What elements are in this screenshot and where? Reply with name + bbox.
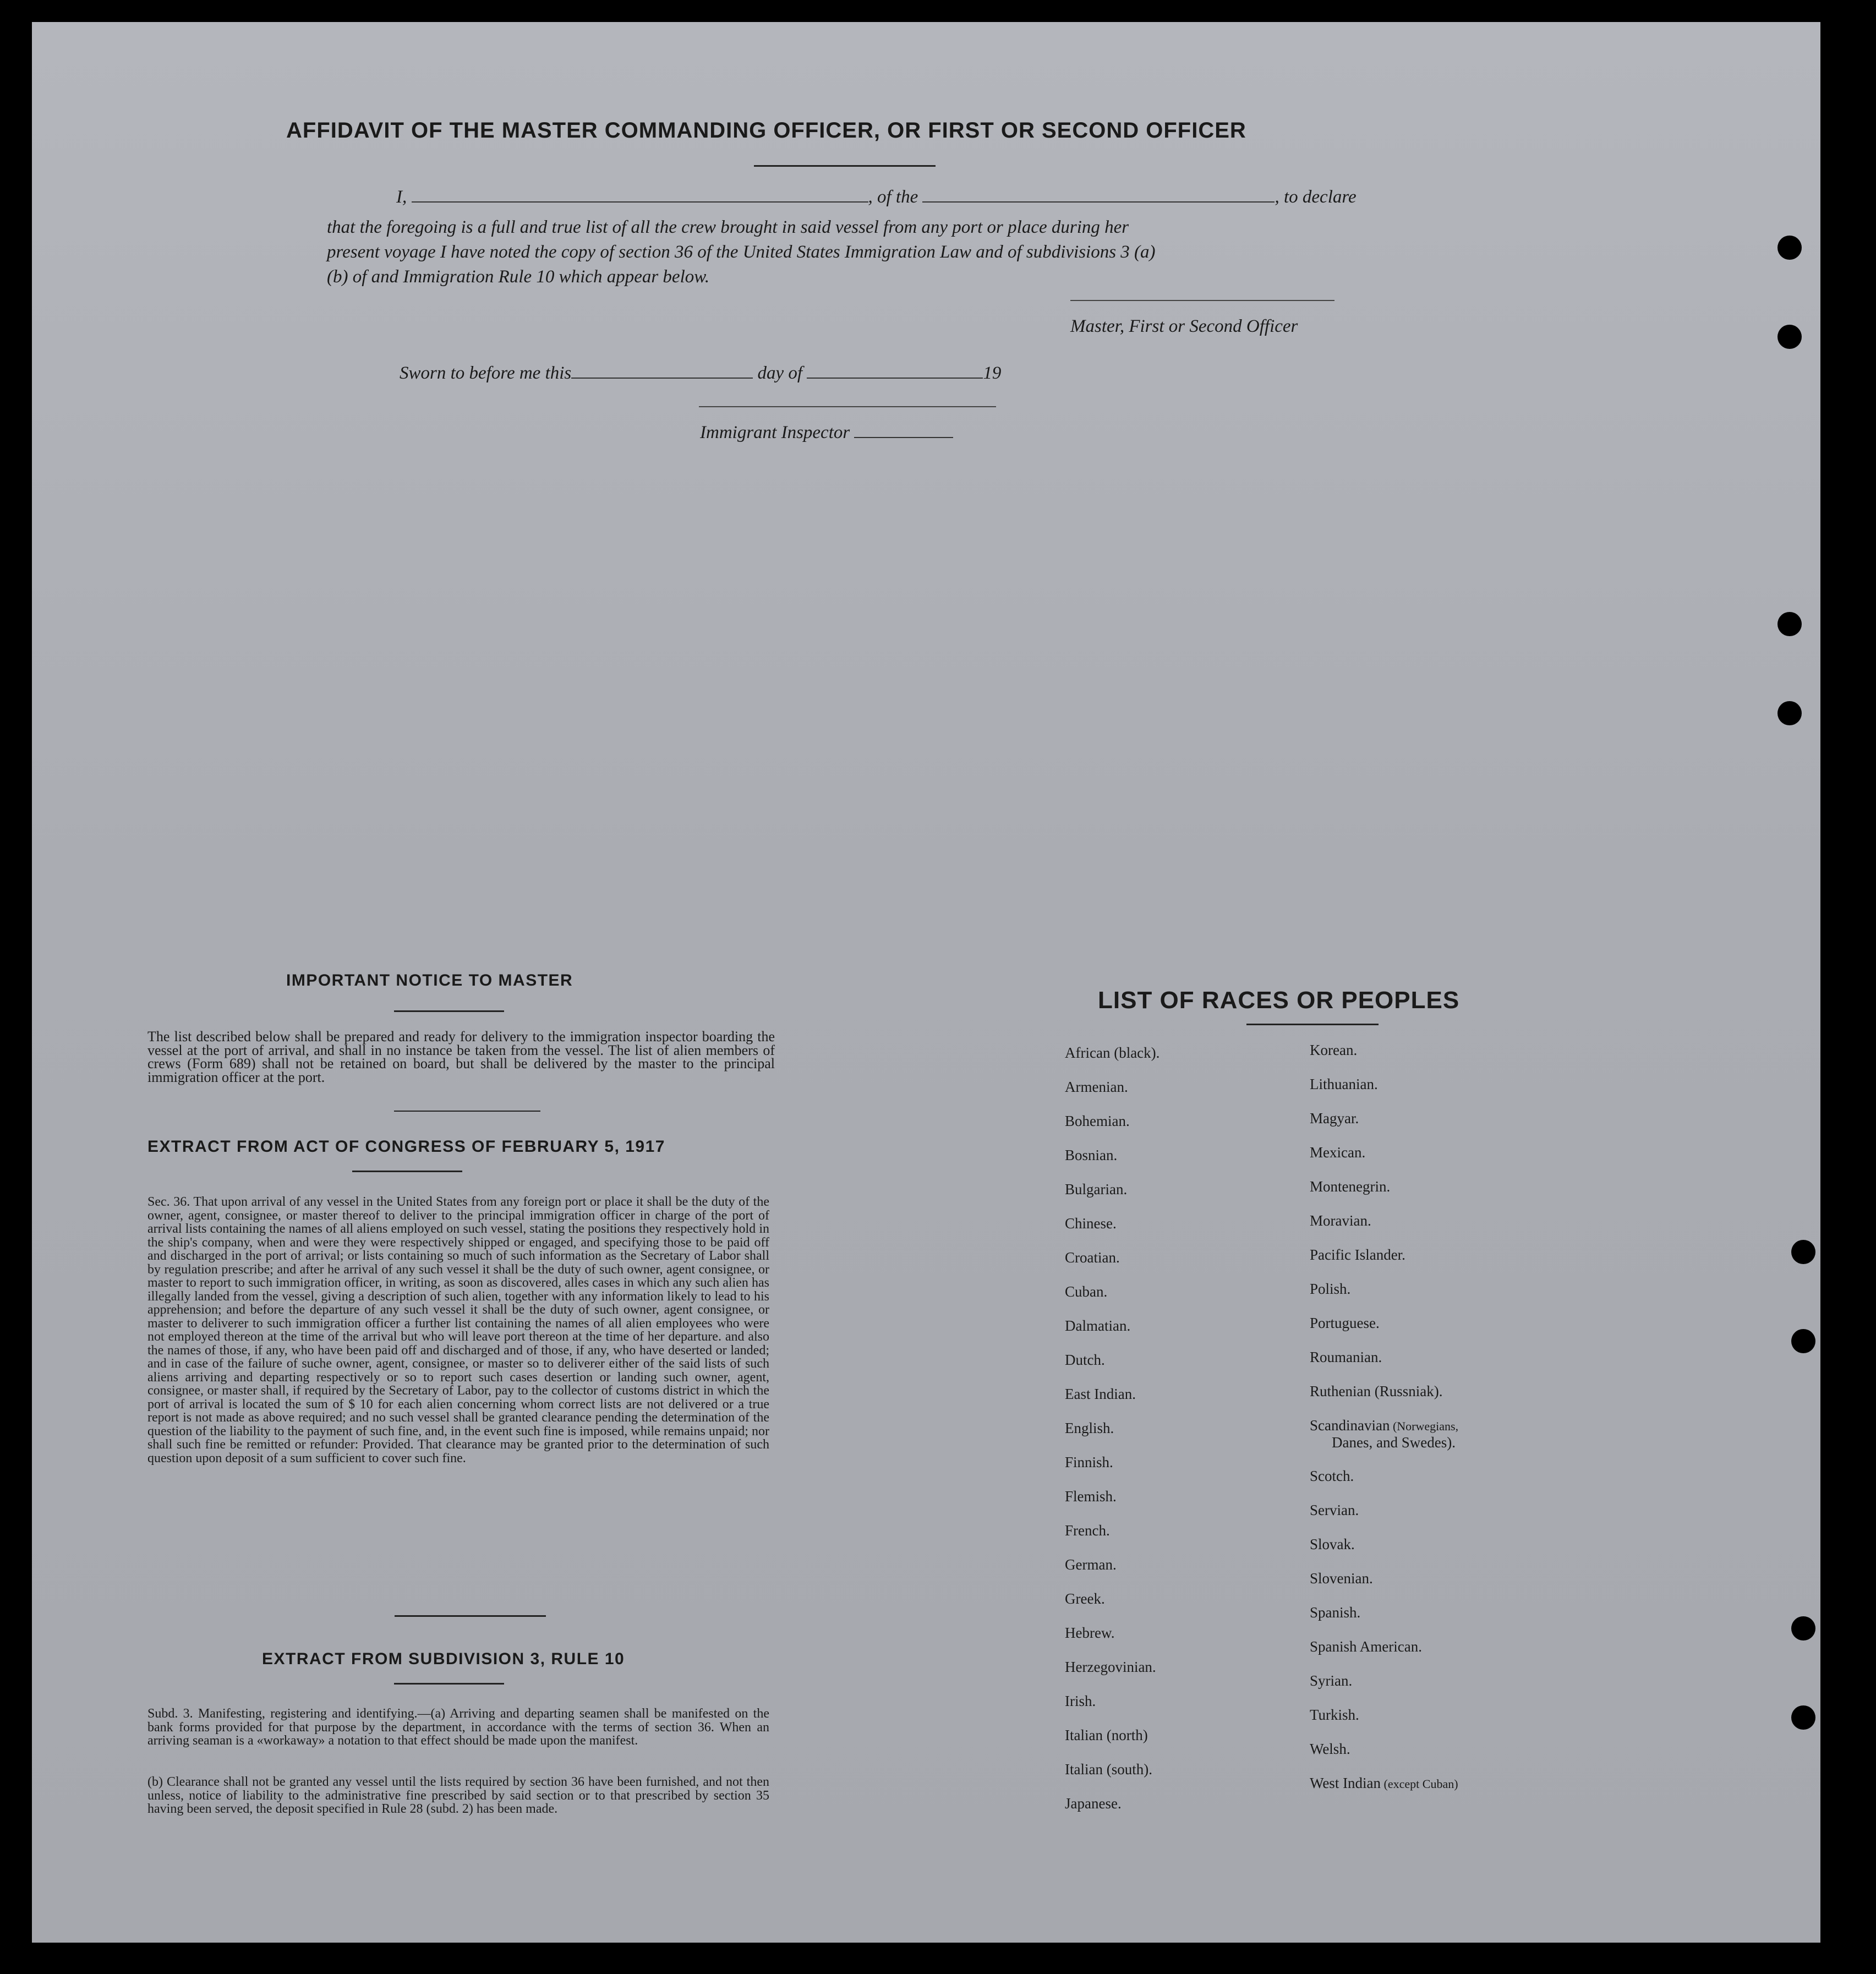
inspector-blank-field[interactable] — [854, 437, 953, 438]
scandinavian-note-cont: Danes, and Swedes). — [1332, 1434, 1456, 1451]
race-item: Bulgarian. — [1065, 1181, 1128, 1197]
notice-title: IMPORTANT NOTICE TO MASTER — [286, 971, 573, 989]
race-item: Bohemian. — [1065, 1113, 1130, 1129]
race-item: German. — [1065, 1556, 1117, 1573]
race-item: Irish. — [1065, 1693, 1096, 1709]
inspector-label: Immigrant Inspector — [700, 423, 850, 442]
race-item: Magyar. — [1310, 1110, 1359, 1127]
race-item: East Indian. — [1065, 1386, 1136, 1402]
affidavit-of-the-label: , of the — [868, 187, 918, 207]
race-item: Ruthenian (Russniak). — [1310, 1383, 1443, 1399]
affidavit-line-1 — [396, 187, 1357, 207]
sworn-day-blank-field[interactable] — [571, 378, 753, 379]
month-blank-field[interactable] — [807, 378, 983, 379]
race-item: English. — [1065, 1420, 1114, 1436]
race-item: Bosnian. — [1065, 1147, 1118, 1163]
notice-body: The list described below shall be prepared and ready for delivery to the immigration inspector boarding the vessel at the port of arrival, and shall in no instance be taken from the vessel. The list of alien members of crews (Form 689) shall not be retained on board, but shall be delivered by the master to the principal immigration officer at the port. — [147, 1029, 775, 1085]
race-item: Italian (south). — [1065, 1761, 1152, 1778]
affidavit-declare-label: , to declare — [1275, 187, 1357, 207]
race-item: Italian (north) — [1065, 1727, 1148, 1743]
race-item: Cuban. — [1065, 1283, 1108, 1300]
notice-underline — [394, 1010, 504, 1012]
act-extract-title: EXTRACT FROM ACT OF CONGRESS OF FEBRUARY 5, 1917 — [147, 1138, 665, 1156]
affidavit-line-2: that the foregoing is a full and true list of all the crew brought in said vessel from any port or place during her — [327, 217, 1129, 237]
scandinavian-note: (Norwegians, — [1390, 1419, 1459, 1433]
race-item: Chinese. — [1065, 1215, 1117, 1232]
act-divider — [395, 1615, 546, 1617]
punch-hole — [1791, 1705, 1815, 1730]
sworn-line — [400, 363, 1001, 384]
race-item: Syrian. — [1310, 1672, 1353, 1689]
affidavit-i-label: I, — [396, 187, 407, 207]
punch-hole — [1777, 701, 1802, 725]
race-item: Armenian. — [1065, 1079, 1128, 1095]
affidavit-line-3: present voyage I have noted the copy of section 36 of the United States Immigration Law and of subdivisions 3 (a) — [327, 242, 1156, 262]
rule-extract-para-b: (b) Clearance shall not be granted any vessel until the lists required by section 36 have been furnished, and not then unless, notice of liability to the administrative fine prescribed by said section or to that prescribed by section 35 having been served, the deposit specified in Rule 28 (subd. 2) has been made. — [147, 1775, 769, 1816]
race-item: French. — [1065, 1522, 1110, 1539]
races-title: LIST OF RACES OR PEOPLES — [1098, 987, 1460, 1014]
race-item: Flemish. — [1065, 1488, 1117, 1505]
race-item: Lithuanian. — [1310, 1076, 1378, 1092]
race-item: Dutch. — [1065, 1352, 1105, 1368]
signature-label: Master, First or Second Officer — [1070, 316, 1298, 336]
year-label: 19 — [983, 363, 1002, 383]
punch-hole — [1791, 1329, 1815, 1353]
race-item: Slovak. — [1310, 1536, 1355, 1552]
race-item: Dalmatian. — [1065, 1317, 1131, 1334]
race-item: African (black). — [1065, 1045, 1160, 1061]
race-item: Japanese. — [1065, 1795, 1122, 1812]
race-item: Spanish American. — [1310, 1638, 1422, 1655]
punch-hole — [1777, 325, 1802, 349]
race-item: Roumanian. — [1310, 1349, 1382, 1365]
race-item: Mexican. — [1310, 1144, 1366, 1161]
race-item: Scotch. — [1310, 1468, 1354, 1484]
race-item: Turkish. — [1310, 1707, 1359, 1723]
west-indian-note: (except Cuban) — [1381, 1777, 1458, 1791]
vessel-blank-field[interactable] — [922, 201, 1275, 203]
rule-extract-title: EXTRACT FROM SUBDIVISION 3, RULE 10 — [262, 1650, 625, 1668]
race-item: Croatian. — [1065, 1249, 1120, 1266]
punch-hole — [1791, 1616, 1815, 1641]
race-item: Welsh. — [1310, 1741, 1350, 1757]
race-item: Herzegovinian. — [1065, 1659, 1156, 1675]
inspector-line — [700, 423, 953, 443]
sworn-label: Sworn to before me this — [400, 363, 572, 383]
race-item: Montenegrin. — [1310, 1178, 1391, 1195]
race-item: West Indian (except Cuban) — [1310, 1775, 1458, 1791]
punch-hole — [1791, 1240, 1815, 1264]
race-item: Pacific Islander. — [1310, 1246, 1405, 1263]
affidavit-line-4: (b) of and Immigration Rule 10 which appear below. — [327, 267, 710, 287]
race-item: Greek. — [1065, 1590, 1105, 1607]
races-underline — [1246, 1024, 1379, 1025]
day-of-label: day of — [757, 363, 803, 383]
race-item: Servian. — [1310, 1502, 1359, 1518]
punch-hole — [1777, 612, 1802, 636]
affidavit-title: AFFIDAVIT OF THE MASTER COMMANDING OFFICER, OR FIRST OR SECOND OFFICER — [286, 118, 1246, 143]
race-item: Moravian. — [1310, 1212, 1371, 1229]
inspector-signature-blank-field[interactable] — [699, 406, 996, 407]
name-blank-field[interactable] — [412, 201, 868, 203]
title-underline — [754, 165, 936, 167]
act-underline — [352, 1171, 462, 1172]
race-item: Polish. — [1310, 1281, 1351, 1297]
race-item: Hebrew. — [1065, 1625, 1115, 1641]
race-item: Portuguese. — [1310, 1315, 1380, 1331]
race-item: Korean. — [1310, 1042, 1358, 1058]
race-item: Finnish. — [1065, 1454, 1113, 1470]
race-item: Spanish. — [1310, 1604, 1361, 1621]
race-item: Slovenian. — [1310, 1570, 1373, 1587]
notice-divider — [394, 1111, 540, 1112]
rule-extract-para-a: Subd. 3. Manifesting, registering and identifying.—(a) Arriving and departing seamen shall be manifested on the bank forms provided for that purpose by the department, in accordance with the terms of section 36. When an arriving seaman is a «workaway» a notation to that effect should be made upon the manifest. — [147, 1707, 769, 1748]
race-item: Scandinavian (Norwegians, Danes, and Swedes). — [1310, 1417, 1459, 1451]
rule-underline — [394, 1683, 504, 1685]
signature-blank-field[interactable] — [1070, 300, 1334, 301]
punch-hole — [1777, 236, 1802, 260]
act-extract-body: Sec. 36. That upon arrival of any vessel in the United States from any foreign port or place it shall be the duty of the owner, agent, consignee, or master thereof to deliver to the principal immigration officer in charge of the port of arrival lists containing the names of all aliens employed on such vessel, stating the positions they respectively hold in the ship's company, when and were they were respectively shipped or engaged, and specifying those to be paid off and discharged in the port of arrival; or lists containing so much of such information as the Secretary of Labor shall by regulation prescribe; and after he arrival of any such vessel it shall be the duty of such owner, agent consignee, or master to report to such immigration officer, in writing, as soon as discovered, alles cases in which any such alien has illegally landed from the vessel, giving a description of such alien, together with any information likely to lead to his apprehension; and before the departure of any such vessel it shall be the duty of such owner, agent consignee, or master to deliverer to such immigration officer a further list containing the names of all alien employees who were not employed thereon at the time of the arrival but who will leave port thereon at the time of her departure. and also the names of those, if any, who have been paid off and discharged and of those, if any, who have deserted or landed; and in case of the failure of suche owner, agent, consignee, or master so to deliverer either of the said lists of such aliens arriving and departing respectively or so to report such cases desertion or landing such owner, agent, consignee, or master shall, if required by the Secretary of Labor, pay to the collector of customs district in which the port of arrival is located the sum of $ 10 for each alien concerning whom correct lists are not delivered or a true report is not made as above required; and no such vessel shall be granted clearance pending the determination of the question of the liability to the payment of such fine, and, in the event such fine is imposed, while remains unpaid; nor shall such fine be remitted or refunder: Provided. That clearance may be granted prior to the determination of such question upon deposit of a sum sufficient to cover such fine. — [147, 1195, 769, 1466]
